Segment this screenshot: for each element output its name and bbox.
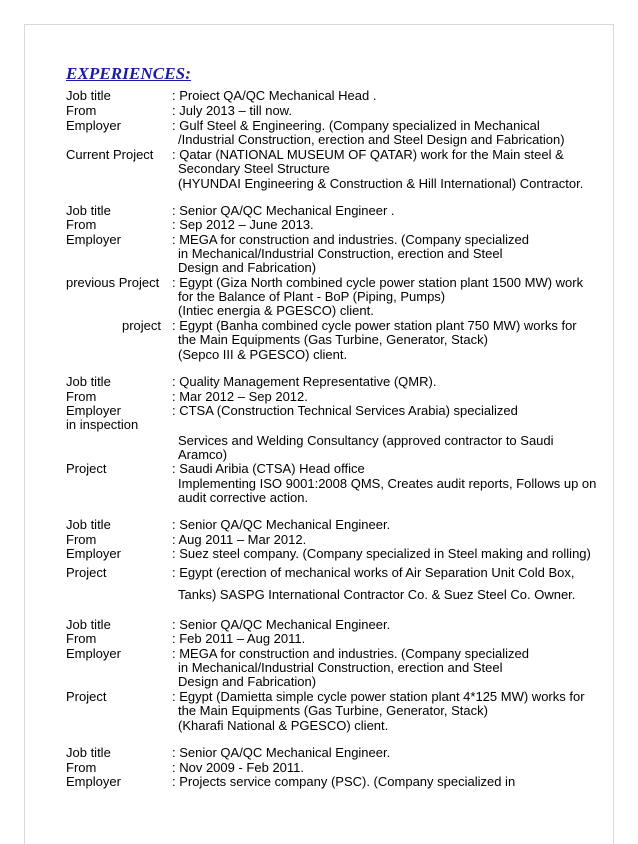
field-label: Job title <box>66 745 111 760</box>
field-value-continuation: Tanks) SASPG International Contractor Co. & Suez Steel Co. Owner. <box>178 587 576 602</box>
field-value: : Feb 2011 – Aug 2011. <box>172 631 306 646</box>
field-value-continuation: in Mechanical/Industrial Construction, erection and Steel <box>178 660 503 675</box>
field-value-continuation: Implementing ISO 9001:2008 QMS, Creates audit reports, Follows up on <box>178 476 597 491</box>
section-heading-experiences: EXPERIENCES: <box>66 64 191 83</box>
field-value: : Egypt (Damietta simple cycle power station plant 4*125 MW) works for <box>172 689 585 704</box>
field-label: in inspection <box>66 417 139 432</box>
field-value-continuation: Design and Fabrication) <box>178 674 317 689</box>
field-value-continuation: Aramco) <box>178 447 228 462</box>
field-label: Job title <box>66 374 111 389</box>
field-label: Project <box>66 689 107 704</box>
field-value-continuation: (Kharafi National & PGESCO) client. <box>178 718 389 733</box>
field-value: : July 2013 – till now. <box>172 103 292 118</box>
field-value-continuation: (HYUNDAI Engineering & Construction & Hill International) Contractor. <box>178 176 584 191</box>
field-value: : Senior QA/QC Mechanical Engineer. <box>172 745 391 760</box>
field-value: : Quality Management Representative (QMR). <box>172 374 437 389</box>
field-value: : MEGA for construction and industries. (Company specialized <box>172 232 529 247</box>
field-value: : Saudi Aribia (CTSA) Head office <box>172 461 365 476</box>
field-value-continuation: the Main Equipments (Gas Turbine, Generator, Stack) <box>178 703 488 718</box>
field-value: : Nov 2009 - Feb 2011. <box>172 760 305 775</box>
field-label: Employer <box>66 646 121 661</box>
field-label: Project <box>66 461 107 476</box>
field-value: : Proiect QA/QC Mechanical Head . <box>172 88 377 103</box>
field-value: : Egypt (Giza North combined cycle power station plant 1500 MW) work <box>172 275 584 290</box>
field-label: From <box>66 760 97 775</box>
field-label: previous Project <box>66 275 160 290</box>
field-value-continuation: Services and Welding Consultancy (approved contractor to Saudi <box>178 433 554 448</box>
field-value-continuation: in Mechanical/Industrial Construction, erection and Steel <box>178 246 503 261</box>
field-label: Job title <box>66 617 111 632</box>
field-value-continuation: Design and Fabrication) <box>178 260 317 275</box>
field-label: Employer <box>66 546 121 561</box>
field-label: project <box>122 318 162 333</box>
field-value: : MEGA for construction and industries. (Company specialized <box>172 646 529 661</box>
field-value: : Senior QA/QC Mechanical Engineer . <box>172 203 395 218</box>
field-value: : Mar 2012 – Sep 2012. <box>172 389 308 404</box>
field-value-continuation: /Industrial Construction, erection and Steel Design and Fabrication) <box>178 132 565 147</box>
field-label: Employer <box>66 232 121 247</box>
field-value: : Qatar (NATIONAL MUSEUM OF QATAR) work for the Main steel & <box>172 147 564 162</box>
field-label: Project <box>66 565 107 580</box>
field-label: Job title <box>66 88 111 103</box>
field-value: : CTSA (Construction Technical Services Arabia) specialized <box>172 403 518 418</box>
field-label: From <box>66 389 97 404</box>
field-value-continuation: (Sepco III & PGESCO) client. <box>178 347 348 362</box>
field-value-continuation: Secondary Steel Structure <box>178 161 330 176</box>
field-label: Current Project <box>66 147 154 162</box>
field-value: : Gulf Steel & Engineering. (Company specialized in Mechanical <box>172 118 540 133</box>
field-value: : Egypt (erection of mechanical works of Air Separation Unit Cold Box, <box>172 565 575 580</box>
field-label: From <box>66 631 97 646</box>
field-value-continuation: the Main Equipments (Gas Turbine, Generator, Stack) <box>178 332 488 347</box>
field-value: : Sep 2012 – June 2013. <box>172 217 314 232</box>
field-value: : Aug 2011 – Mar 2012. <box>172 532 307 547</box>
field-value: : Projects service company (PSC). (Company specialized in <box>172 774 516 789</box>
field-label: Job title <box>66 203 111 218</box>
field-value: : Senior QA/QC Mechanical Engineer. <box>172 617 391 632</box>
field-label: From <box>66 532 97 547</box>
field-value: : Egypt (Banha combined cycle power station plant 750 MW) works for <box>172 318 577 333</box>
field-label: Employer <box>66 118 121 133</box>
field-label: From <box>66 103 97 118</box>
field-value-continuation: (Intiec energia & PGESCO) client. <box>178 303 374 318</box>
field-value-continuation: for the Balance of Plant - BoP (Piping, Pumps) <box>178 289 446 304</box>
field-value: : Suez steel company. (Company specialized in Steel making and rolling) <box>172 546 591 561</box>
field-label: Job title <box>66 517 111 532</box>
field-label: Employer <box>66 403 121 418</box>
field-label: From <box>66 217 97 232</box>
field-value: : Senior QA/QC Mechanical Engineer. <box>172 517 391 532</box>
field-label: Employer <box>66 774 121 789</box>
field-value-continuation: audit corrective action. <box>178 490 309 505</box>
